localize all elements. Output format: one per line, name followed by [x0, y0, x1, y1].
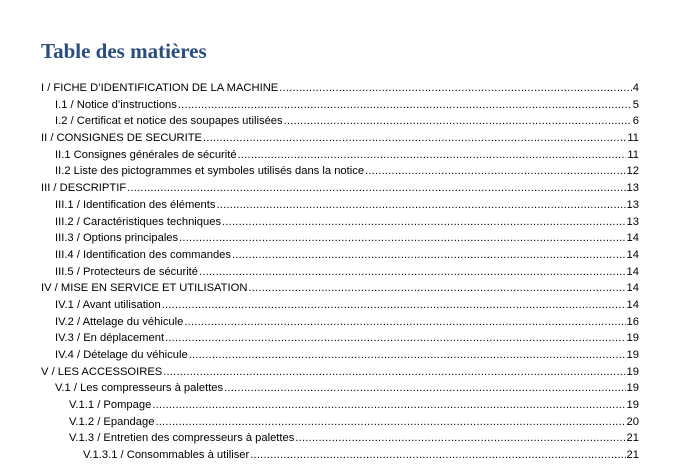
toc-dot-leader	[152, 397, 625, 414]
toc-dot-leader	[127, 180, 625, 197]
toc-entry[interactable]	[0, 197, 680, 214]
toc-entry[interactable]	[0, 430, 680, 447]
toc-entry[interactable]	[0, 130, 680, 147]
toc-page-number: 6	[632, 115, 639, 128]
toc-dot-leader	[232, 247, 626, 264]
toc-dot-leader	[184, 314, 625, 331]
toc-dot-leader	[295, 430, 625, 447]
toc-entry-title: IV.3 / En déplacement	[55, 332, 165, 345]
toc-list	[0, 80, 680, 464]
toc-page-number: 14	[626, 265, 639, 278]
toc-dot-leader	[155, 414, 625, 431]
toc-entry[interactable]	[0, 97, 680, 114]
toc-entry-title: V / LES ACCESSOIRES	[41, 365, 163, 378]
toc-entry-title: IV.1 / Avant utilisation	[55, 298, 161, 311]
toc-page-number: 4	[632, 82, 639, 94]
toc-entry[interactable]	[0, 380, 680, 397]
toc-entry-title: I / FICHE D’IDENTIFICATION DE LA MACHINE	[41, 82, 279, 94]
toc-entry-title: I.1 / Notice d’instructions	[55, 98, 177, 111]
toc-page-number: 14	[626, 232, 639, 245]
toc-page-number: 11	[627, 148, 639, 161]
toc-dot-leader	[365, 163, 626, 180]
toc-page-number: 12	[626, 165, 639, 178]
toc-dot-leader	[216, 197, 625, 214]
toc-page-number: 14	[626, 298, 639, 311]
toc-page-number: 21	[626, 432, 639, 445]
toc-entry-title: I.2 / Certificat et notice des soupapes utilisées	[55, 115, 283, 128]
toc-entry[interactable]	[0, 113, 680, 130]
toc-page-number: 13	[626, 182, 639, 195]
toc-page-number: 11	[627, 132, 639, 145]
toc-page-number: 14	[626, 282, 639, 295]
toc-entry-title: V.1.3.1 / Consommables à utiliser	[83, 449, 250, 462]
toc-entry[interactable]	[0, 414, 680, 431]
toc-entry[interactable]	[0, 397, 680, 414]
toc-entry[interactable]	[0, 297, 680, 314]
toc-page-number: 19	[626, 349, 639, 361]
toc-page-number: 14	[626, 248, 639, 261]
toc-dot-leader	[222, 214, 626, 231]
toc-dot-leader	[203, 130, 626, 147]
toc-entry-title: IV.4 / Dételage du véhicule	[55, 349, 188, 361]
toc-dot-leader	[279, 80, 632, 97]
toc-page-number: 19	[626, 399, 639, 412]
toc-page-number: 16	[626, 315, 639, 328]
toc-dot-leader	[199, 264, 626, 281]
toc-dot-leader	[165, 330, 625, 347]
toc-entry[interactable]	[0, 180, 680, 197]
toc-entry-title: III.4 / Identification des commandes	[55, 248, 231, 261]
toc-page-number: 5	[632, 98, 639, 111]
toc-entry[interactable]	[0, 280, 680, 297]
toc-dot-leader	[248, 280, 625, 297]
toc-entry[interactable]	[0, 214, 680, 231]
toc-entry[interactable]	[0, 147, 680, 164]
toc-entry-title: V.1.3 / Entretien des compresseurs à palettes	[69, 432, 295, 445]
toc-dot-leader	[163, 364, 625, 381]
toc-entry[interactable]	[0, 230, 680, 247]
toc-entry-title: V.1 / Les compresseurs à palettes	[55, 382, 224, 395]
toc-page-number: 13	[626, 215, 639, 228]
toc-page-number: 20	[626, 415, 639, 428]
toc-entry-title: II.2 Liste des pictogrammes et symboles utilisés dans la notice	[55, 165, 365, 178]
toc-dot-leader	[162, 297, 626, 314]
toc-entry-title: III / DESCRIPTIF	[41, 182, 127, 195]
toc-dot-leader	[238, 147, 627, 164]
toc-entry[interactable]	[0, 364, 680, 381]
toc-title: Table des matières	[41, 39, 207, 63]
toc-entry[interactable]	[0, 330, 680, 347]
toc-page-number: 19	[626, 332, 639, 345]
toc-dot-leader	[179, 230, 625, 247]
toc-entry-title: III.5 / Protecteurs de sécurité	[55, 265, 199, 278]
toc-entry[interactable]	[0, 347, 680, 364]
toc-entry-title: II.1 Consignes générales de sécurité	[55, 148, 237, 161]
toc-page-number: 13	[626, 198, 639, 211]
toc-entry-title: III.1 / Identification des éléments	[55, 198, 216, 211]
toc-entry[interactable]	[0, 247, 680, 264]
toc-page-number: 19	[626, 365, 639, 378]
toc-dot-leader	[284, 113, 632, 130]
toc-dot-leader	[189, 347, 626, 364]
toc-entry-title: III.3 / Options principales	[55, 232, 179, 245]
toc-entry-title: III.2 / Caractéristiques techniques	[55, 215, 222, 228]
toc-entry-title: V.1.2 / Epandage	[69, 415, 155, 428]
toc-entry-title: IV.2 / Attelage du véhicule	[55, 315, 184, 328]
toc-entry-title: V.1.1 / Pompage	[69, 399, 152, 412]
toc-entry[interactable]	[0, 163, 680, 180]
toc-entry-title: II / CONSIGNES DE SECURITE	[41, 132, 203, 145]
toc-dot-leader	[250, 447, 625, 464]
toc-entry-title: IV / MISE EN SERVICE ET UTILISATION	[41, 282, 248, 295]
toc-page-number: 21	[626, 449, 639, 462]
toc-entry[interactable]	[0, 314, 680, 331]
toc-dot-leader	[178, 97, 632, 114]
toc-entry[interactable]	[0, 80, 680, 97]
toc-entry[interactable]	[0, 264, 680, 281]
toc-page-number: 19	[626, 382, 639, 395]
toc-entry[interactable]	[0, 447, 680, 464]
toc-dot-leader	[224, 380, 625, 397]
